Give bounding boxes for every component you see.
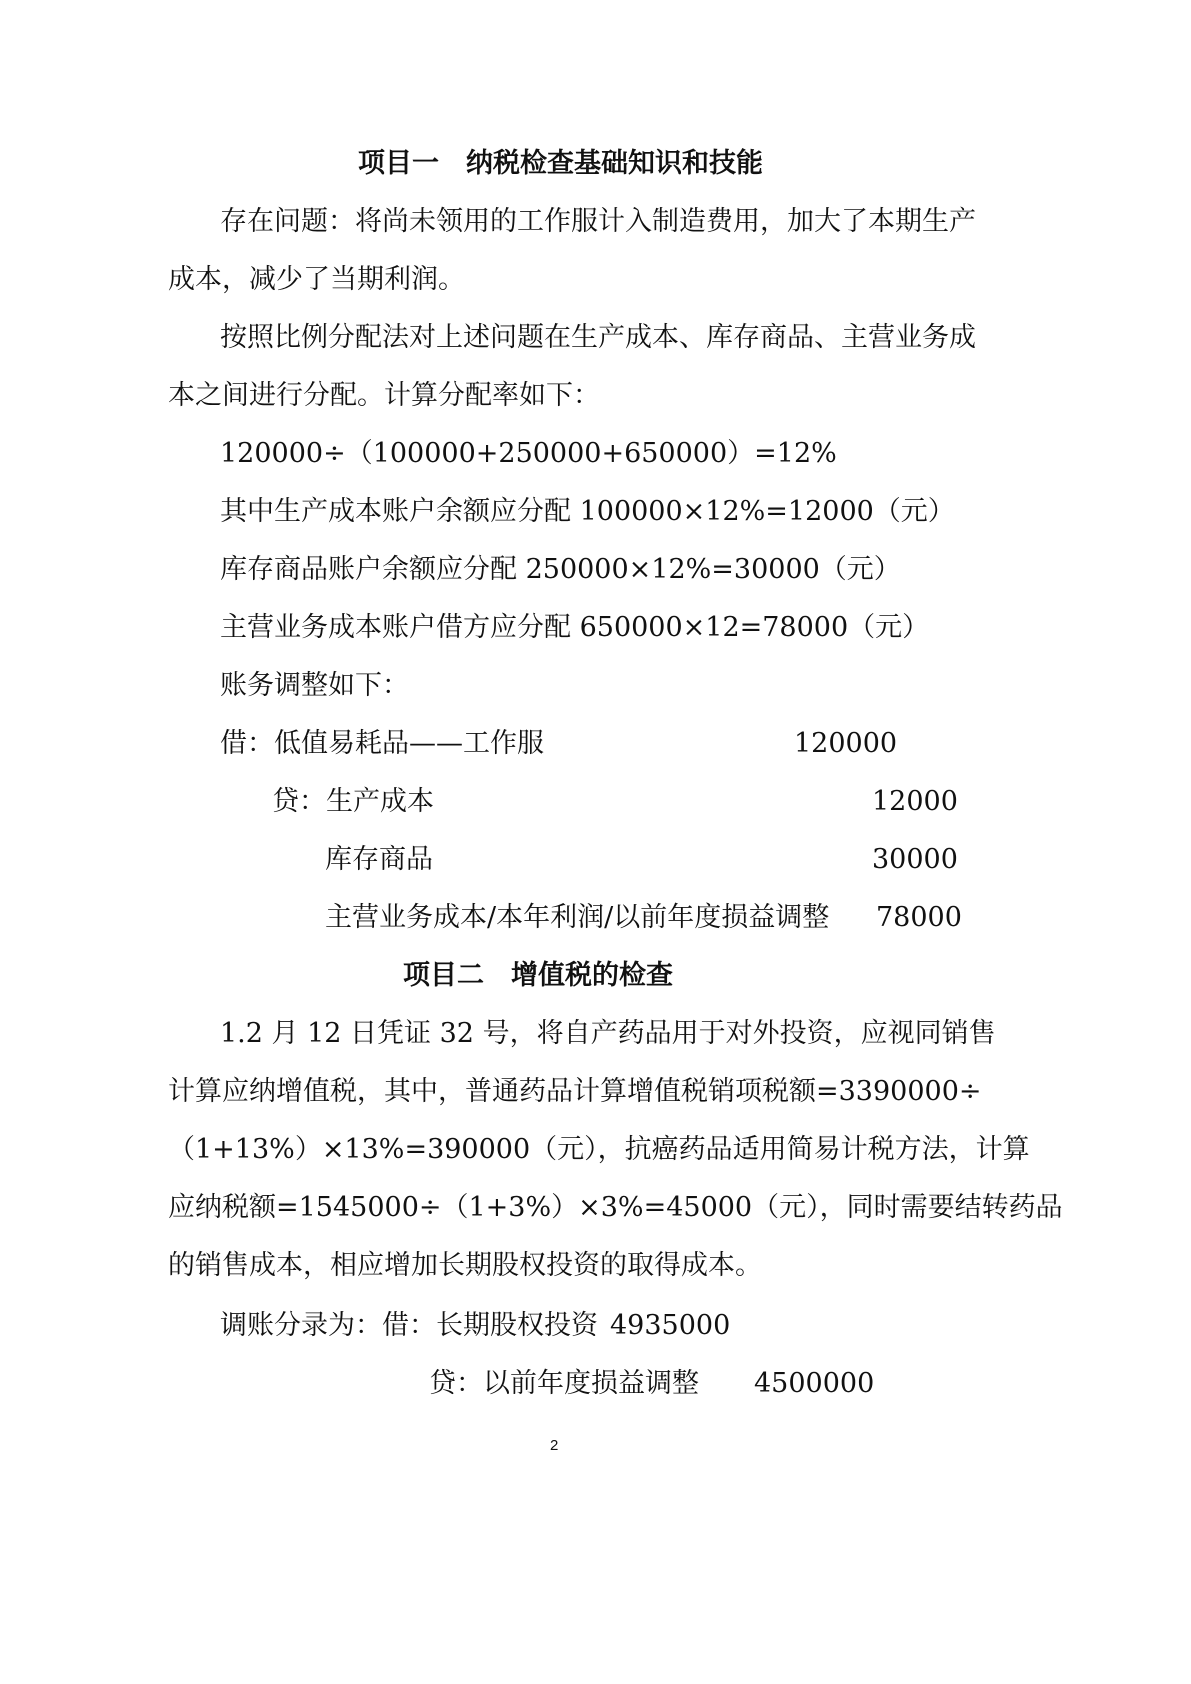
entry-credit2-label: 库存商品 bbox=[325, 844, 433, 875]
section2-para-line-5: 的销售成本，相应增加长期股权投资的取得成本。 bbox=[168, 1250, 762, 1281]
entry-debit-amount: 120000 bbox=[794, 728, 898, 759]
section2-para-line-1: 1.2 月 12 日凭证 32 号，将自产药品用于对外投资，应视同销售 bbox=[220, 1018, 996, 1049]
section2-title: 项目二 增值税的检查 bbox=[403, 960, 673, 991]
alloc-inventory: 库存商品账户余额应分配 250000×12%=30000（元） bbox=[220, 554, 901, 585]
section1-title: 项目一 纳税检查基础知识和技能 bbox=[358, 148, 763, 179]
entry-credit1-amount: 12000 bbox=[872, 786, 958, 817]
problem-line-2: 成本，减少了当期利润。 bbox=[168, 264, 465, 295]
adjust-heading: 账务调整如下： bbox=[220, 670, 409, 701]
problem-line-1: 存在问题：将尚未领用的工作服计入制造费用，加大了本期生产 bbox=[220, 206, 976, 237]
entry-credit3-label: 主营业务成本/本年利润/以前年度损益调整 bbox=[325, 902, 830, 933]
alloc-cost: 主营业务成本账户借方应分配 650000×12=78000（元） bbox=[220, 612, 930, 643]
section2-para-line-2: 计算应纳增值税，其中，普通药品计算增值税销项税额=3390000÷ bbox=[168, 1076, 982, 1107]
section2-entry-credit-label: 贷：以前年度损益调整 bbox=[429, 1368, 699, 1399]
section2-entry-intro: 调账分录为：借：长期股权投资 bbox=[220, 1310, 598, 1341]
rate-formula: 120000÷（100000+250000+650000）=12% bbox=[220, 438, 837, 469]
allocation-line-2: 本之间进行分配。计算分配率如下： bbox=[168, 380, 600, 411]
section2-entry-debit-amount: 4935000 bbox=[610, 1310, 731, 1341]
section2-entry-credit-amount: 4500000 bbox=[754, 1368, 875, 1399]
entry-credit2-amount: 30000 bbox=[872, 844, 958, 875]
entry-credit1-label: 贷：生产成本 bbox=[272, 786, 434, 817]
page-number: 2 bbox=[550, 1437, 559, 1454]
allocation-line-1: 按照比例分配法对上述问题在生产成本、库存商品、主营业务成 bbox=[220, 322, 976, 353]
entry-debit-label: 借：低值易耗品——工作服 bbox=[220, 728, 544, 759]
section2-para-line-4: 应纳税额=1545000÷（1+3%）×3%=45000（元），同时需要结转药品 bbox=[168, 1192, 1063, 1223]
entry-credit3-amount: 78000 bbox=[876, 902, 962, 933]
alloc-production: 其中生产成本账户余额应分配 100000×12%=12000（元） bbox=[220, 496, 955, 527]
section2-para-line-3: （1+13%）×13%=390000（元），抗癌药品适用简易计税方法，计算 bbox=[168, 1134, 1030, 1165]
